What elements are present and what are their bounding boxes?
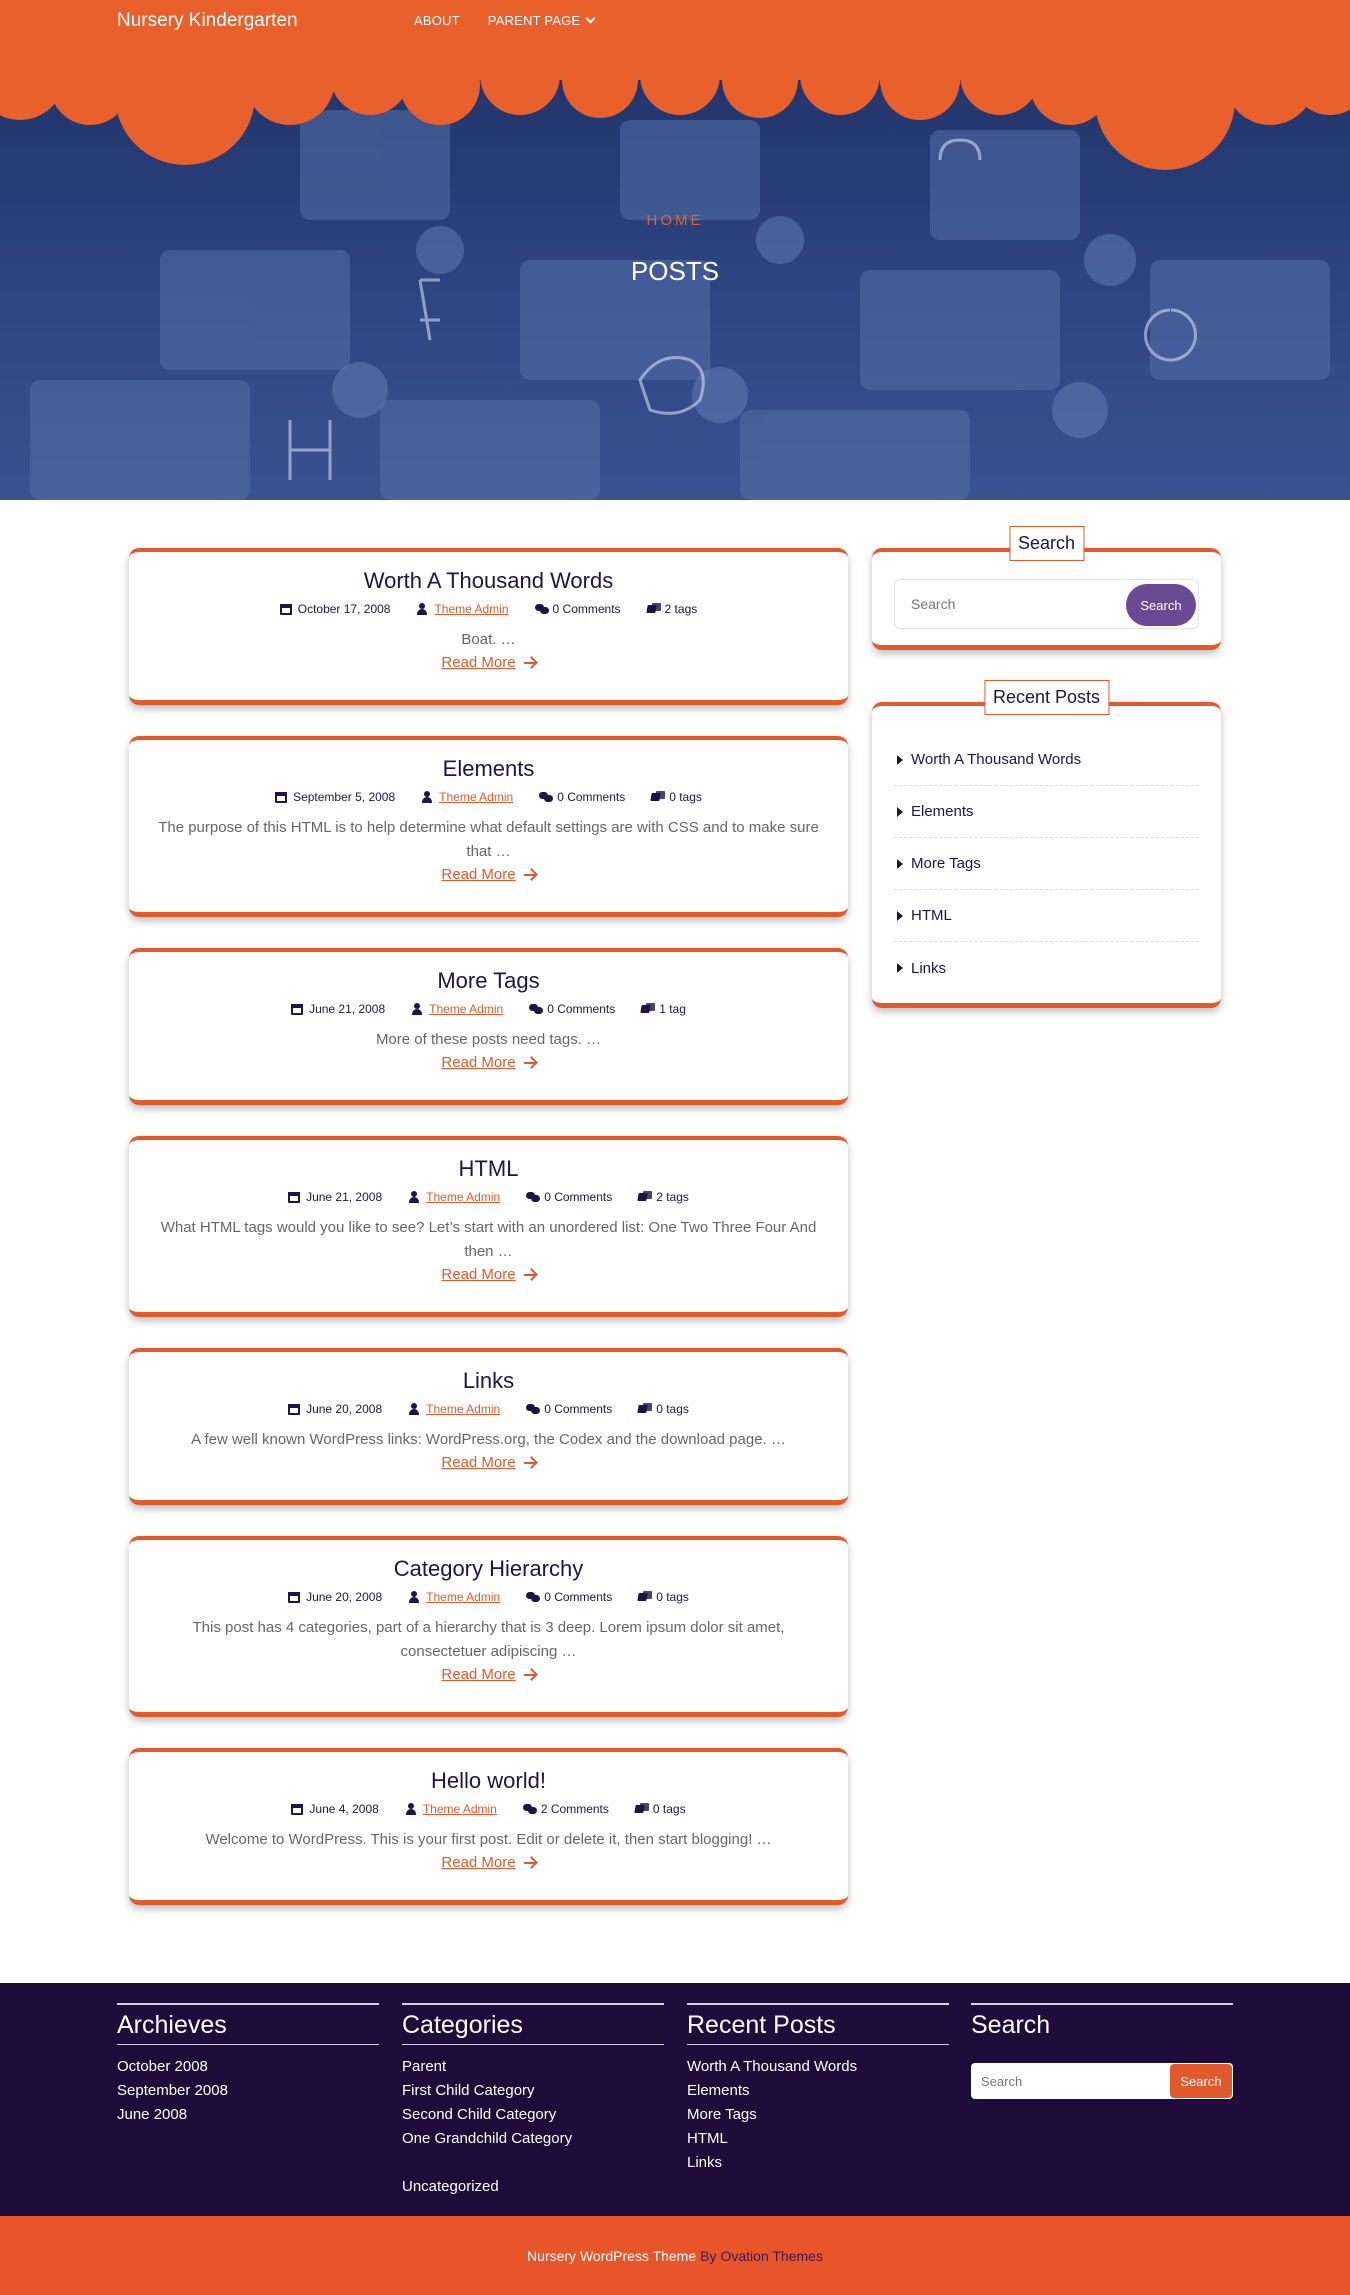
post-meta — [153, 602, 824, 616]
post-card — [129, 948, 848, 1105]
post-author-link[interactable]: Theme Admin — [422, 1802, 497, 1816]
chevron-down-icon — [586, 14, 596, 24]
post-tags: 0 tags — [652, 1802, 686, 1816]
post-date: September 5, 2008 — [293, 790, 396, 804]
widget-title: Recent Posts — [984, 680, 1109, 715]
archive-link[interactable]: September 2008 — [117, 2082, 228, 2099]
post-author-link[interactable]: Theme Admin — [426, 1590, 501, 1604]
user-icon — [408, 1591, 420, 1603]
post-card — [129, 1136, 848, 1317]
calendar-icon — [291, 1804, 303, 1815]
footer-widget-title: Search — [971, 2003, 1233, 2044]
arrow-right-icon — [524, 874, 536, 876]
post-comments: 0 Comments — [544, 1190, 613, 1204]
arrow-right-icon — [524, 1462, 536, 1464]
tags-icon — [638, 1591, 650, 1603]
tags-icon — [647, 603, 659, 615]
read-more-label: Read More — [441, 1054, 516, 1071]
post-excerpt: The purpose of this HTML is to help determine what default settings are with CSS and to make sure that … — [158, 819, 819, 860]
recent-post-link[interactable] — [894, 734, 1199, 786]
recent-posts-widget — [872, 687, 1221, 1008]
post-excerpt: A few well known WordPress links: WordPress.org, the Codex and the download page. … — [191, 1431, 786, 1448]
search-button[interactable]: Search — [1126, 584, 1196, 626]
post-tags: 1 tag — [659, 1002, 686, 1016]
search-input[interactable] — [895, 580, 1125, 628]
post-excerpt: More of these posts need tags. … — [375, 1031, 602, 1048]
comments-icon — [526, 1403, 538, 1415]
comments-icon — [535, 603, 547, 615]
recent-post-link[interactable]: Elements — [687, 2082, 750, 2099]
copyright-by: By — [700, 2247, 717, 2264]
post-excerpt: Boat. … — [461, 631, 516, 648]
post-comments: 0 Comments — [544, 1590, 613, 1604]
post-excerpt: What HTML tags would you like to see? Let’s start with an unordered list: One Two Three Four And then … — [160, 1219, 817, 1260]
copyright-bar — [0, 2216, 1350, 2295]
page-title: POSTS — [630, 256, 720, 286]
recent-post-link[interactable] — [894, 942, 1199, 994]
user-icon — [408, 1403, 420, 1415]
footer-categories — [402, 2003, 664, 2199]
recent-post-link[interactable] — [894, 786, 1199, 838]
comments-icon — [526, 1191, 538, 1203]
arrow-right-icon — [524, 1274, 536, 1276]
user-icon — [421, 791, 433, 803]
arrow-right-icon — [524, 1862, 536, 1864]
calendar-icon — [288, 1192, 300, 1203]
recent-post-link[interactable]: More Tags — [687, 2106, 757, 2123]
post-title[interactable]: Category Hierarchy — [393, 1556, 584, 1581]
read-more-label: Read More — [441, 1454, 516, 1471]
user-icon — [405, 1803, 417, 1815]
comments-icon — [526, 1591, 538, 1603]
nav-item-label: PARENT PAGE — [487, 13, 581, 28]
post-author-link[interactable]: Theme Admin — [434, 602, 509, 616]
recent-post-link[interactable] — [894, 838, 1199, 890]
tags-icon — [651, 791, 663, 803]
calendar-icon — [288, 1404, 300, 1415]
calendar-icon — [280, 604, 292, 615]
footer-recent-posts — [687, 2003, 949, 2175]
footer-archives — [117, 2003, 379, 2127]
comments-icon — [539, 791, 551, 803]
tags-icon — [641, 1003, 653, 1015]
caret-right-icon — [897, 859, 903, 869]
read-more-link[interactable] — [441, 1454, 535, 1471]
post-date: June 21, 2008 — [306, 1190, 383, 1204]
nav-item-about[interactable] — [414, 13, 460, 28]
arrow-right-icon — [524, 1062, 536, 1064]
post-card — [129, 736, 848, 917]
user-icon — [411, 1003, 423, 1015]
post-meta — [153, 1002, 824, 1016]
calendar-icon — [288, 1592, 300, 1603]
post-tags: 2 tags — [664, 602, 698, 616]
read-more-link[interactable] — [441, 1054, 535, 1071]
category-link[interactable]: Second Child Category — [402, 2106, 557, 2123]
post-card — [129, 548, 848, 705]
read-more-link[interactable] — [441, 866, 535, 883]
category-link[interactable]: Parent — [402, 2058, 447, 2075]
post-author-link[interactable]: Theme Admin — [426, 1190, 501, 1204]
post-author-link[interactable]: Theme Admin — [426, 1402, 501, 1416]
post-title[interactable]: HTML — [458, 1156, 519, 1181]
post-card — [129, 1348, 848, 1505]
calendar-icon — [291, 1004, 303, 1015]
post-author-link[interactable]: Theme Admin — [429, 1002, 504, 1016]
caret-right-icon — [897, 807, 903, 817]
read-more-link[interactable] — [441, 654, 535, 671]
post-title[interactable]: Links — [462, 1368, 515, 1393]
post-tags: 2 tags — [656, 1190, 689, 1204]
company-link[interactable]: Ovation Themes — [720, 2247, 823, 2264]
post-date: June 4, 2008 — [309, 1802, 379, 1816]
category-link[interactable]: First Child Category — [402, 2082, 535, 2099]
post-excerpt: Welcome to WordPress. This is your first post. Edit or delete it, then start blogging! … — [205, 1831, 772, 1848]
recent-post-label: HTML — [911, 907, 952, 924]
main-nav — [414, 13, 594, 28]
post-title[interactable]: Elements — [442, 756, 535, 781]
read-more-label: Read More — [441, 866, 516, 883]
comments-icon — [523, 1803, 535, 1815]
tags-icon — [638, 1191, 650, 1203]
post-tags: 0 tags — [669, 790, 702, 804]
post-tags: 0 tags — [656, 1590, 689, 1604]
arrow-right-icon — [524, 1674, 536, 1676]
arrow-right-icon — [524, 662, 536, 664]
recent-post-link[interactable]: Links — [687, 2154, 723, 2171]
post-card — [129, 1536, 848, 1717]
nav-item-parent-page[interactable] — [488, 13, 595, 28]
footer-widget-title: Recent Posts — [687, 2003, 949, 2045]
recent-post-label: More Tags — [911, 855, 981, 872]
post-author-link[interactable]: Theme Admin — [439, 790, 514, 804]
post-title[interactable]: More Tags — [437, 968, 540, 993]
site-title[interactable]: Nursery Kindergarten — [117, 10, 298, 31]
user-icon — [416, 603, 428, 615]
post-comments: 0 Comments — [557, 790, 626, 804]
read-more-label: Read More — [441, 1266, 516, 1283]
post-meta — [153, 1590, 824, 1604]
tags-icon — [635, 1803, 647, 1815]
recent-posts-list — [894, 734, 1199, 994]
post-comments: 0 Comments — [547, 1002, 616, 1016]
site-footer — [0, 1983, 1350, 2216]
recent-post-label: Elements — [911, 803, 974, 820]
calendar-icon — [275, 792, 287, 803]
post-meta — [153, 1802, 824, 1816]
recent-post-link[interactable]: Worth A Thousand Words — [687, 2058, 858, 2075]
user-icon — [408, 1191, 420, 1203]
category-link — [402, 2151, 664, 2175]
post-title[interactable]: Hello world! — [431, 1768, 546, 1793]
footer-widget-title: Archieves — [117, 2003, 379, 2045]
post-meta — [153, 1402, 824, 1416]
post-date: June 20, 2008 — [306, 1402, 383, 1416]
post-card — [129, 1748, 848, 1905]
search-widget — [872, 533, 1221, 650]
post-comments: 0 Comments — [544, 1402, 613, 1416]
read-more-label: Read More — [441, 1854, 516, 1871]
read-more-label: Read More — [441, 1666, 516, 1683]
caret-right-icon — [897, 755, 903, 765]
nav-item-label: ABOUT — [414, 13, 460, 28]
archive-link[interactable]: October 2008 — [117, 2058, 208, 2075]
footer-search — [971, 2003, 1233, 2089]
caret-right-icon — [897, 963, 903, 973]
post-date: June 20, 2008 — [306, 1590, 383, 1604]
post-comments: 0 Comments — [552, 602, 621, 616]
comments-icon — [529, 1003, 541, 1015]
breadcrumb[interactable]: HOME — [646, 212, 704, 229]
tags-icon — [638, 1403, 650, 1415]
search-form — [894, 579, 1199, 629]
recent-post-link[interactable] — [894, 890, 1199, 942]
widget-title: Search — [1009, 526, 1084, 561]
read-more-link[interactable] — [441, 1266, 535, 1283]
footer-widget-title: Categories — [402, 2003, 664, 2045]
recent-post-link[interactable]: HTML — [687, 2130, 728, 2147]
read-more-label: Read More — [441, 654, 516, 671]
caret-right-icon — [897, 911, 903, 921]
archive-link[interactable]: June 2008 — [117, 2106, 188, 2123]
post-meta — [153, 1190, 824, 1204]
post-meta — [153, 790, 824, 804]
category-link[interactable]: One Grandchild Category — [402, 2130, 573, 2147]
footer-search-input[interactable] — [971, 2063, 1171, 2099]
post-date: October 17, 2008 — [297, 602, 391, 616]
footer-search-button[interactable]: Search — [1170, 2064, 1232, 2098]
read-more-link[interactable] — [441, 1854, 535, 1871]
post-excerpt: This post has 4 categories, part of a hierarchy that is 3 deep. Lorem ipsum dolor sit amet, consectetuer adipiscing … — [192, 1619, 785, 1660]
recent-post-label: Links — [911, 959, 947, 977]
post-title[interactable]: Worth A Thousand Words — [363, 568, 614, 593]
post-comments: 2 Comments — [540, 1802, 609, 1816]
hero-banner — [0, 0, 1350, 500]
post-tags: 0 tags — [656, 1402, 689, 1416]
cloud-border-decoration — [0, 40, 1350, 180]
category-link[interactable]: Uncategorized — [402, 2178, 499, 2195]
footer-search-form — [971, 2063, 1233, 2099]
read-more-link[interactable] — [441, 1666, 535, 1683]
recent-post-label: Worth A Thousand Words — [911, 751, 1082, 768]
post-date: June 21, 2008 — [309, 1002, 386, 1016]
theme-link[interactable]: Nursery WordPress Theme — [527, 2247, 697, 2264]
